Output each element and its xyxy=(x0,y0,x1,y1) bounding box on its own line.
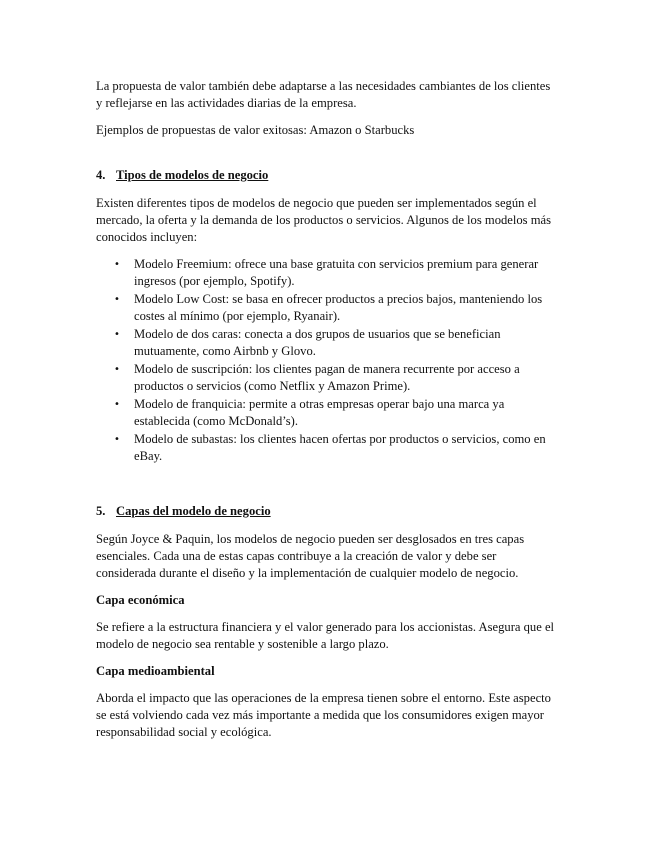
examples-paragraph: Ejemplos de propuestas de valor exitosas: Amazon o Starbucks xyxy=(96,123,415,137)
bullet-icon: • xyxy=(114,294,120,305)
bullet-icon: • xyxy=(114,259,120,270)
list-item-text: Modelo Freemium: ofrece una base gratuita con servicios premium para generar ingresos (por ejemplo, Spotify). xyxy=(134,257,539,288)
environmental-layer-heading: Capa medioambiental xyxy=(96,664,215,678)
list-item xyxy=(96,396,558,430)
section-4-title: Tipos de modelos de negocio xyxy=(116,168,269,182)
bullet-icon: • xyxy=(114,434,120,445)
intro-paragraph: La propuesta de valor también debe adaptarse a las necesidades cambiantes de los clientes y reflejarse en las actividades diarias de la empresa. xyxy=(96,79,551,110)
section-5-number: 5. xyxy=(96,504,106,518)
list-item xyxy=(96,291,558,325)
section-5-intro: Según Joyce & Paquin, los modelos de negocio pueden ser desglosados en tres capas esenciales. Cada una de estas capas contribuye a la creación de valor y debe ser considerada durante el diseño y la implementación de cualquier modelo de negocio. xyxy=(96,532,525,580)
list-item xyxy=(96,256,558,290)
bullet-icon: • xyxy=(114,329,120,340)
list-item xyxy=(96,361,558,395)
list-item xyxy=(96,431,558,465)
document-page xyxy=(96,78,558,741)
list-item-text: Modelo de suscripción: los clientes pagan de manera recurrente por acceso a productos o servicios (como Netflix y Amazon Prime). xyxy=(134,362,520,393)
list-item-text: Modelo de franquicia: permite a otras empresas operar bajo una marca ya establecida (como McDonald’s). xyxy=(134,397,505,428)
bullet-icon: • xyxy=(114,364,120,375)
list-item-text: Modelo de dos caras: conecta a dos grupos de usuarios que se benefician mutuamente, como Airbnb y Glovo. xyxy=(134,327,501,358)
environmental-layer-text: Aborda el impacto que las operaciones de la empresa tienen sobre el entorno. Este aspecto se está volviendo cada vez más importante a medida que los consumidores exigen mayor responsabilidad social y ecológica. xyxy=(96,691,551,739)
section-4-intro: Existen diferentes tipos de modelos de negocio que pueden ser implementados según el mercado, la oferta y la demanda de los productos o servicios. Algunos de los modelos más conocidos incluyen: xyxy=(96,196,552,244)
list-item-text: Modelo de subastas: los clientes hacen ofertas por productos o servicios, como en eBay. xyxy=(134,432,546,463)
economic-layer-text: Se refiere a la estructura financiera y el valor generado para los accionistas. Asegura que el modelo de negocio sea rentable y sostenible a largo plazo. xyxy=(96,620,555,651)
section-5-heading xyxy=(96,503,558,520)
list-item-text: Modelo Low Cost: se basa en ofrecer productos a precios bajos, manteniendo los costes al mínimo (por ejemplo, Ryanair). xyxy=(134,292,543,323)
section-4-number: 4. xyxy=(96,168,106,182)
economic-layer-heading: Capa económica xyxy=(96,593,185,607)
bullet-icon: • xyxy=(114,399,120,410)
list-item xyxy=(96,326,558,360)
section-5-title: Capas del modelo de negocio xyxy=(116,504,271,518)
section-4-heading xyxy=(96,167,558,184)
business-model-list xyxy=(96,256,558,465)
